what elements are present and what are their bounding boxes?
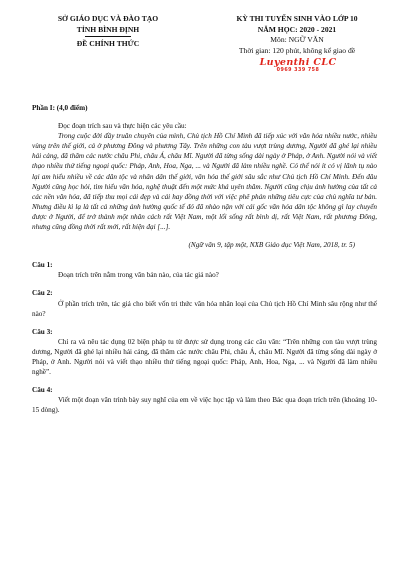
- passage-source: (Ngữ văn 9, tập một, NXB Giáo dục Việt Nam, 2018, tr. 5): [188, 241, 355, 250]
- question-label: Câu 2:: [32, 289, 53, 298]
- question-text: Viết một đoạn văn trình bày suy nghĩ của em về việc học tập và làm theo Bác qua đoạn trích trên (khoảng 10-15 dòng).: [32, 396, 377, 415]
- exam-name: KỲ THI TUYỂN SINH VÀO LỚP 10: [236, 14, 358, 23]
- part-title: Phần I: (4,0 điểm): [32, 104, 88, 112]
- question-3: [32, 327, 377, 377]
- exam-content: [32, 103, 377, 415]
- question-text: Chỉ ra và nêu tác dụng 02 biện pháp tu từ được sử dụng trong các câu văn: “Trên những con tàu vượt trùng dương, Người đã ghé lại nhiều hải cảng, đã thăm các nước châu Phi, châu Á, châu Mĩ. Người đã từng sống dài ngày ở Pháp, ở Anh. Người nói và viết thạo nhiều thứ tiếng ngoại quốc: Pháp, Anh, Hoa, Nga, ... và Người đã làm nhiều nghề”.: [32, 337, 377, 377]
- department-name: SỞ GIÁO DỤC VÀ ĐÀO TẠO: [57, 14, 159, 23]
- reading-passage: Trong cuộc đời đầy truân chuyên của mình, Chủ tịch Hồ Chí Minh đã tiếp xúc với văn hóa nhiều nước, nhiều vùng trên thế giới, cả ở phương Đông và phương Tây. Trên những con tàu vượt trùng dương, Người đã ghé lại nhiều hải cảng, đã thăm các nước châu Phi, châu Á, châu Mĩ. Người đã từng sống dài ngày ở Pháp, ở Anh. Người nói và viết thạo nhiều thứ tiếng ngoại quốc: Pháp, Anh, Hoa, Nga, ... và Người đã làm nhiều nghề. Có thể nói ít có vị lãnh tụ nào lại am hiểu nhiều về các dân tộc và nhân dân thế giới, văn hóa thế giới sâu sắc như Chủ tịch Hồ Chí Minh. Đến đâu Người cũng học hỏi, tìm hiểu văn hóa, nghệ thuật đến một mức khá uyên thâm. Người cũng chịu ảnh hưởng của tất cả các nền văn hóa, đã tiếp thu mọi cái đẹp và cái hay đồng thời với việc phê phán những tiêu cực của chủ nghĩa tư bản. Nhưng điều kì lạ là tất cả những ảnh hưởng quốc tế đó đã nhào nặn với cái gốc văn hóa dân tộc không gì lay chuyển được ở Người, để trở thành một nhân cách rất Việt Nam, một lối sống rất bình dị, rất Việt Nam, rất phương Đông, nhưng cũng đồng thời rất mới, rất hiện đại [...].: [32, 132, 377, 232]
- official-label: ĐỀ CHÍNH THỨC: [76, 39, 140, 48]
- header-underline-left: [85, 36, 131, 37]
- question-text: Đoạn trích trên nằm trong văn bản nào, của tác giả nào?: [58, 271, 219, 280]
- question-2: [32, 288, 377, 318]
- question-1: [32, 260, 377, 280]
- question-label: Câu 1:: [32, 261, 53, 270]
- duration: Thời gian: 120 phút, không kể giao đề: [238, 45, 356, 55]
- subject: Môn: NGỮ VĂN: [270, 35, 324, 44]
- question-4: [32, 385, 377, 415]
- province-name: TỈNH BÌNH ĐỊNH: [76, 24, 140, 34]
- logo-phone: 0969 339 758: [276, 68, 320, 73]
- question-label: Câu 4:: [32, 386, 53, 395]
- luyenthi-logo: [256, 58, 340, 74]
- logo-brand: Luyenthi CLC: [259, 57, 337, 68]
- instruction: Đọc đoạn trích sau và thực hiện các yêu cầu:: [58, 122, 187, 131]
- question-text: Ở phần trích trên, tác giả cho biết vốn tri thức văn hóa nhân loại của Chủ tịch Hồ Chí Minh sâu rộng như thế nào?: [32, 299, 377, 318]
- header-right: [212, 14, 382, 56]
- school-year: NĂM HỌC: 2020 - 2021: [257, 24, 337, 34]
- question-label: Câu 3:: [32, 327, 53, 336]
- header-left: [28, 14, 188, 50]
